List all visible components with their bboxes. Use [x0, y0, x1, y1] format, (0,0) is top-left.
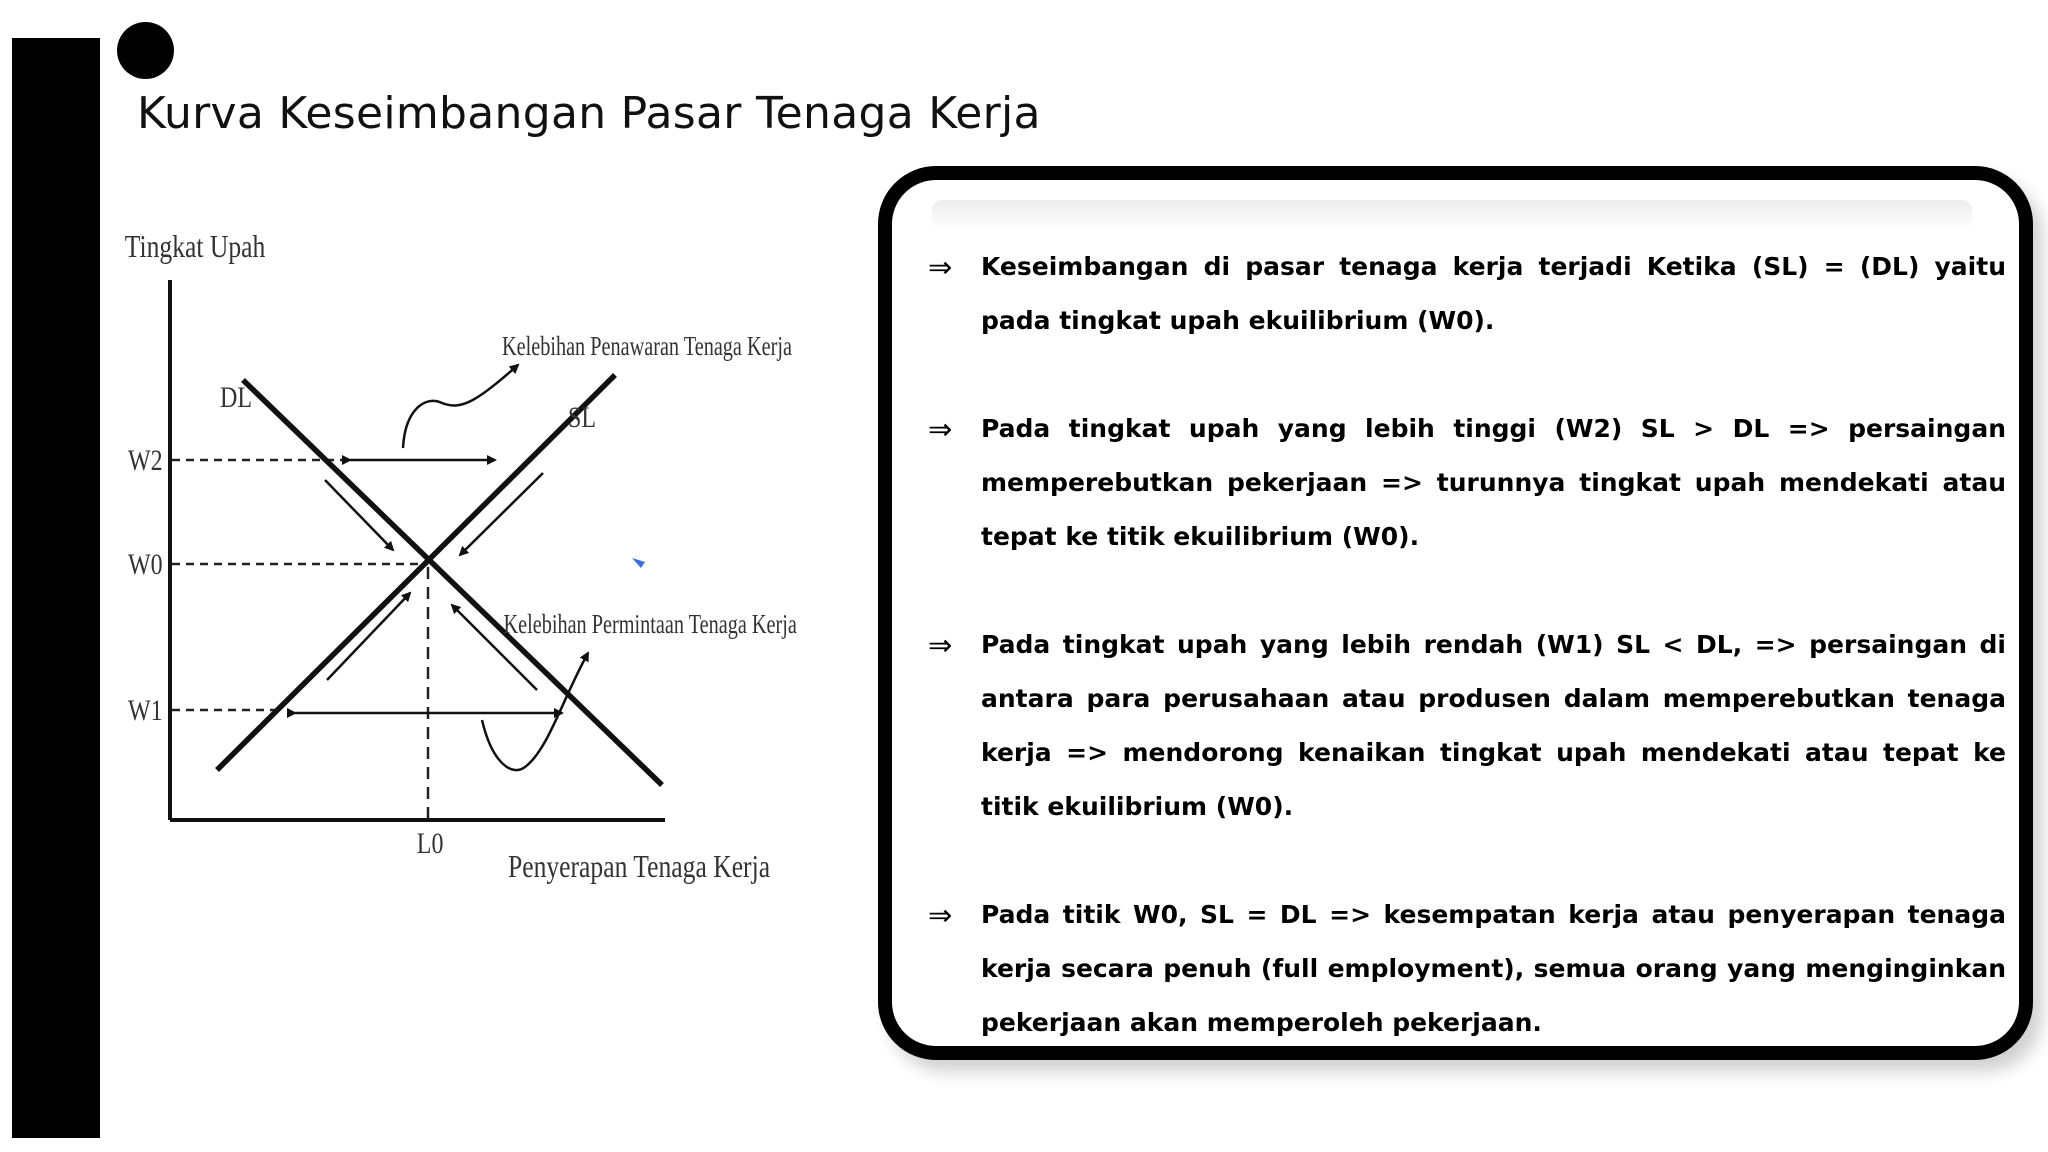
- bullet-text: Keseimbangan di pasar tenaga kerja terjadi Ketika (SL) = (DL) yaitu pada tingkat upah ekuilibrium (W0).: [981, 252, 2006, 335]
- bullet-text: Pada tingkat upah yang lebih tinggi (W2) SL > DL => persaingan memperebutkan pekerjaan => turunnya tingkat upah mendekati atau tepat ke titik ekuilibrium (W0).: [981, 414, 2006, 551]
- surplus-pointer-arrow: [403, 365, 518, 448]
- w1-label: W1: [128, 693, 163, 727]
- bullet-item: [924, 888, 2006, 1050]
- bullet-item: [924, 240, 2006, 348]
- bullet-list: [924, 240, 2006, 1104]
- x-axis-label: Penyerapan Tenaga Kerja: [508, 849, 771, 885]
- supply-label: SL: [568, 400, 597, 434]
- demand-curve: [243, 380, 662, 785]
- adjust-arrow-lower-left: [327, 593, 410, 680]
- left-accent-bar: [12, 38, 100, 1138]
- slide-bullet-dot: [117, 22, 174, 79]
- double-arrow-icon: ⇒: [928, 412, 953, 446]
- w0-label: W0: [128, 547, 163, 581]
- slide-title: Kurva Keseimbangan Pasar Tenaga Kerja: [137, 88, 1041, 139]
- supply-curve: [217, 375, 615, 770]
- y-axis-label: Tingkat Upah: [124, 229, 266, 265]
- labor-market-diagram: [100, 215, 860, 915]
- bullet-text: Pada titik W0, SL = DL => kesempatan kerja atau penyerapan tenaga kerja secara penuh (full employment), semua orang yang menginginkan pekerjaan akan memperoleh pekerjaan.: [981, 900, 2006, 1037]
- double-arrow-icon: ⇒: [928, 898, 953, 932]
- explanation-panel: [878, 166, 2033, 1060]
- shortage-pointer-arrow: [482, 653, 588, 770]
- bullet-item: [924, 618, 2006, 834]
- demand-label: DL: [220, 380, 252, 414]
- bullet-item: [924, 402, 2006, 564]
- double-arrow-icon: ⇒: [928, 628, 953, 662]
- l0-label: L0: [416, 826, 444, 860]
- shortage-label: Kelebihan Permintaan Tenaga Kerja: [503, 610, 797, 640]
- surplus-label: Kelebihan Penawaran Tenaga Kerja: [502, 332, 792, 362]
- w2-label: W2: [128, 443, 163, 477]
- bullet-text: Pada tingkat upah yang lebih rendah (W1) SL < DL, => persaingan di antara para perusahaan atau produsen dalam memperebutkan tenaga kerja => mendorong kenaikan tingkat upah mendekati atau tepat ke titik ekuilibrium (W0).: [981, 630, 2006, 821]
- double-arrow-icon: ⇒: [928, 250, 953, 284]
- pointer-cursor-icon: [632, 558, 645, 568]
